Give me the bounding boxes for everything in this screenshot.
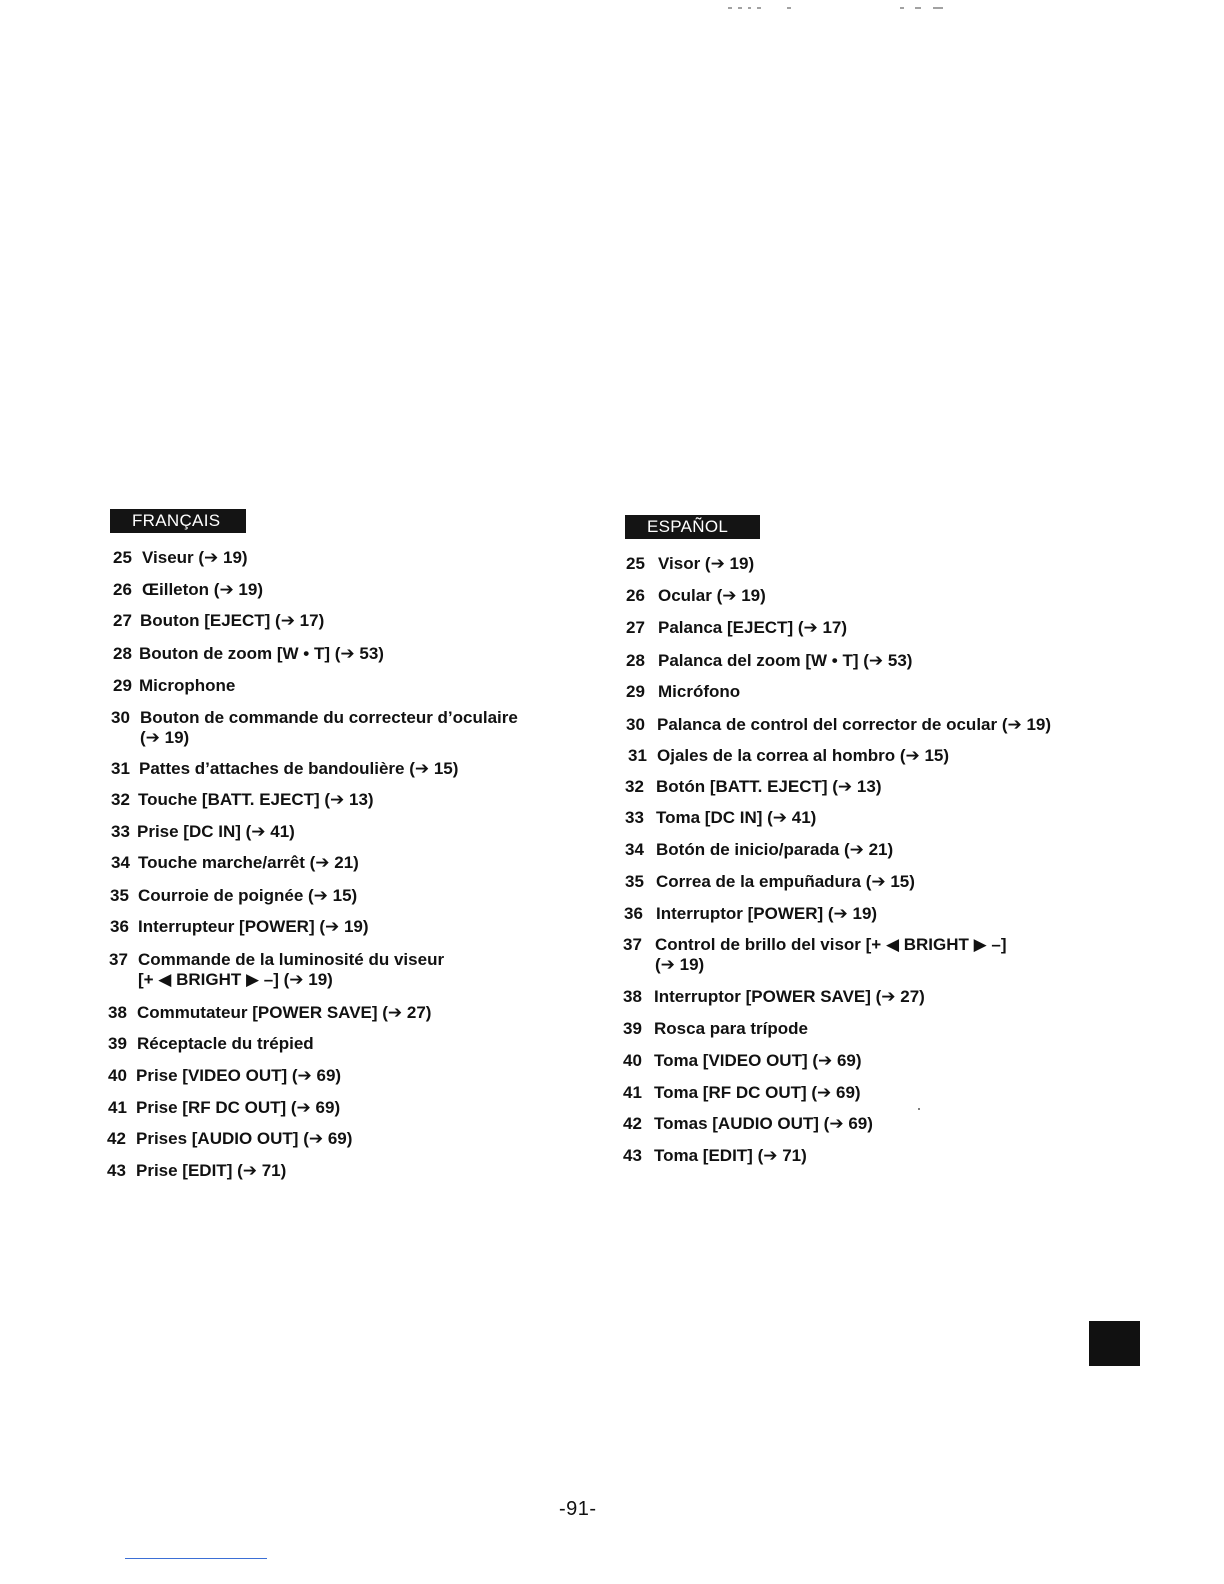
- item-number: 26: [113, 580, 132, 599]
- item-description: [136, 1098, 340, 1118]
- item-description: [655, 935, 1007, 975]
- item-text: Bouton de commande du correcteur d’oculaire: [140, 708, 518, 727]
- item-text: Touche [BATT. EJECT] (➔ 13): [138, 790, 374, 809]
- parts-list-item: [623, 1146, 807, 1166]
- item-description: [654, 1051, 862, 1071]
- item-number: 32: [111, 790, 130, 809]
- item-description: [656, 840, 893, 860]
- item-description: [139, 759, 458, 779]
- item-number: 27: [113, 611, 132, 630]
- item-number: 43: [623, 1146, 642, 1165]
- item-description: [138, 853, 359, 873]
- item-text: Commutateur [POWER SAVE] (➔ 27): [137, 1003, 432, 1022]
- item-number: 43: [107, 1161, 126, 1180]
- item-description: [654, 1019, 808, 1039]
- item-text: Botón [BATT. EJECT] (➔ 13): [656, 777, 882, 796]
- item-description: [657, 746, 949, 766]
- item-description: [142, 548, 248, 568]
- item-description: [138, 950, 444, 990]
- item-text: Courroie de poignée (➔ 15): [138, 886, 358, 905]
- item-text: Bouton [EJECT] (➔ 17): [140, 611, 325, 630]
- item-description: [140, 708, 518, 748]
- item-number: 42: [623, 1114, 642, 1133]
- item-number: 41: [623, 1083, 642, 1102]
- item-text: Ocular (➔ 19): [658, 586, 766, 605]
- parts-list-item: [623, 987, 925, 1007]
- item-number: 34: [111, 853, 130, 872]
- parts-list-item: [113, 611, 324, 631]
- parts-list-item: [110, 886, 357, 906]
- bottom-rule: [125, 1558, 267, 1559]
- item-description: [136, 1161, 286, 1181]
- item-description: [658, 651, 912, 671]
- item-text: Interruptor [POWER SAVE] (➔ 27): [654, 987, 925, 1006]
- item-text: Prise [RF DC OUT] (➔ 69): [136, 1098, 341, 1117]
- item-number: 31: [628, 746, 647, 765]
- item-description: [139, 644, 384, 664]
- item-text: Tomas [AUDIO OUT] (➔ 69): [654, 1114, 873, 1133]
- item-description: [139, 676, 235, 696]
- item-description: [654, 1146, 807, 1166]
- parts-list-item: [628, 746, 949, 766]
- parts-list-item: [107, 1161, 286, 1181]
- item-number: 36: [624, 904, 643, 923]
- item-number: 32: [625, 777, 644, 796]
- item-number: 29: [626, 682, 645, 701]
- item-text: Micrófono: [658, 682, 741, 701]
- parts-list-item: [625, 840, 893, 860]
- parts-list-item: [623, 1114, 873, 1134]
- item-text: Réceptacle du trépied: [137, 1034, 314, 1053]
- item-description: [137, 1003, 431, 1023]
- item-number: 33: [625, 808, 644, 827]
- item-text: Botón de inicio/parada (➔ 21): [656, 840, 894, 859]
- item-text: Toma [VIDEO OUT] (➔ 69): [654, 1051, 862, 1070]
- item-description: [140, 611, 324, 631]
- parts-list-item: [113, 580, 263, 600]
- parts-list-item: [623, 1051, 862, 1071]
- item-number: 33: [111, 822, 130, 841]
- item-description: [137, 822, 295, 842]
- item-text: Rosca para trípode: [654, 1019, 808, 1038]
- item-number: 38: [623, 987, 642, 1006]
- item-text: Touche marche/arrêt (➔ 21): [138, 853, 359, 872]
- item-text: Prises [AUDIO OUT] (➔ 69): [136, 1129, 353, 1148]
- parts-list-item: [623, 1083, 861, 1103]
- espanol-heading: ESPAÑOL: [625, 515, 760, 539]
- item-text: Visor (➔ 19): [658, 554, 755, 573]
- parts-list-item: [111, 853, 359, 873]
- item-text: Palanca de control del corrector de ocular (➔ 19): [657, 715, 1052, 734]
- parts-list-item: [625, 872, 915, 892]
- item-text: Correa de la empuñadura (➔ 15): [656, 872, 915, 891]
- item-number: 26: [626, 586, 645, 605]
- item-description: [138, 917, 369, 937]
- item-description: [658, 682, 740, 702]
- item-text: Œilleton (➔ 19): [142, 580, 263, 599]
- item-text: Prise [VIDEO OUT] (➔ 69): [136, 1066, 342, 1085]
- item-description: [658, 554, 754, 574]
- item-text: Bouton de zoom [W • T] (➔ 53): [139, 644, 384, 663]
- item-number: 25: [113, 548, 132, 567]
- item-number: 31: [111, 759, 130, 778]
- item-text: Palanca [EJECT] (➔ 17): [658, 618, 848, 637]
- item-number: 42: [107, 1129, 126, 1148]
- parts-list-item: [113, 644, 384, 664]
- item-number: 35: [110, 886, 129, 905]
- item-number: 35: [625, 872, 644, 891]
- parts-list-item: [108, 1066, 341, 1086]
- item-number: 25: [626, 554, 645, 573]
- item-description: [656, 872, 915, 892]
- item-number: 30: [626, 715, 645, 734]
- item-number: 28: [113, 644, 132, 663]
- parts-list-item: [623, 1019, 808, 1039]
- parts-list-item: [111, 759, 458, 779]
- item-description: [658, 618, 847, 638]
- item-description: [656, 904, 877, 924]
- item-text: Interruptor [POWER] (➔ 19): [656, 904, 878, 923]
- item-description: [138, 790, 374, 810]
- item-number: 34: [625, 840, 644, 859]
- item-text: Toma [RF DC OUT] (➔ 69): [654, 1083, 861, 1102]
- parts-list-item: [624, 904, 877, 924]
- parts-list-item: [626, 618, 847, 638]
- parts-list-item: [111, 790, 374, 810]
- item-description: [654, 987, 925, 1007]
- parts-list-item: [625, 777, 881, 797]
- item-description: [654, 1083, 861, 1103]
- item-description: [138, 886, 357, 906]
- item-text: Control de brillo del visor [+ ◀ BRIGHT ▶ –]: [655, 935, 1007, 954]
- parts-list-item: [626, 651, 912, 671]
- item-description: [136, 1066, 341, 1086]
- scan-speck: [918, 1108, 920, 1110]
- parts-list-item: [625, 808, 816, 828]
- parts-list-item: [623, 935, 1007, 975]
- item-number: 29: [113, 676, 132, 695]
- item-text: Microphone: [139, 676, 236, 695]
- item-description: [656, 808, 816, 828]
- parts-list-item: [626, 715, 1051, 735]
- page-number: -91-: [559, 1498, 597, 1520]
- scan-artifact-marks: [725, 2, 955, 12]
- parts-list-item: [113, 676, 235, 696]
- parts-list-item: [111, 708, 518, 748]
- item-text-continued: (➔ 19): [655, 955, 705, 974]
- parts-list-item: [626, 586, 766, 606]
- item-text: Interrupteur [POWER] (➔ 19): [138, 917, 369, 936]
- parts-list-item: [111, 822, 295, 842]
- item-text: Palanca del zoom [W • T] (➔ 53): [658, 651, 913, 670]
- parts-list-item: [626, 554, 754, 574]
- item-number: 36: [110, 917, 129, 936]
- item-number: 28: [626, 651, 645, 670]
- item-description: [137, 1034, 314, 1054]
- item-description: [656, 777, 881, 797]
- item-number: 38: [108, 1003, 127, 1022]
- item-text: Prise [EDIT] (➔ 71): [136, 1161, 287, 1180]
- item-number: 39: [623, 1019, 642, 1038]
- item-number: 37: [623, 935, 642, 954]
- item-description: [658, 586, 766, 606]
- item-description: [142, 580, 263, 600]
- item-number: 27: [626, 618, 645, 637]
- parts-list-item: [108, 1034, 314, 1054]
- item-text: Toma [EDIT] (➔ 71): [654, 1146, 807, 1165]
- item-text: Toma [DC IN] (➔ 41): [656, 808, 817, 827]
- section-thumb-tab: [1089, 1321, 1140, 1366]
- item-text: Ojales de la correa al hombro (➔ 15): [657, 746, 950, 765]
- parts-list-item: [626, 682, 740, 702]
- item-text-continued: [+ ◀ BRIGHT ▶ –] (➔ 19): [138, 970, 333, 989]
- item-text: Pattes d’attaches de bandoulière (➔ 15): [139, 759, 459, 778]
- parts-list-item: [108, 1098, 340, 1118]
- francais-heading: FRANÇAIS: [110, 509, 246, 533]
- item-number: 41: [108, 1098, 127, 1117]
- parts-list-item: [109, 950, 444, 990]
- item-text: Commande de la luminosité du viseur: [138, 950, 445, 969]
- item-number: 40: [623, 1051, 642, 1070]
- parts-list-item: [113, 548, 248, 568]
- item-number: 30: [111, 708, 130, 727]
- parts-list-item: [110, 917, 369, 937]
- item-text: Viseur (➔ 19): [142, 548, 248, 567]
- parts-list-item: [107, 1129, 352, 1149]
- item-text: Prise [DC IN] (➔ 41): [137, 822, 295, 841]
- item-number: 37: [109, 950, 128, 969]
- item-number: 40: [108, 1066, 127, 1085]
- parts-list-item: [108, 1003, 431, 1023]
- item-description: [654, 1114, 873, 1134]
- item-description: [136, 1129, 352, 1149]
- item-number: 39: [108, 1034, 127, 1053]
- item-description: [657, 715, 1051, 735]
- item-text-continued: (➔ 19): [140, 728, 190, 747]
